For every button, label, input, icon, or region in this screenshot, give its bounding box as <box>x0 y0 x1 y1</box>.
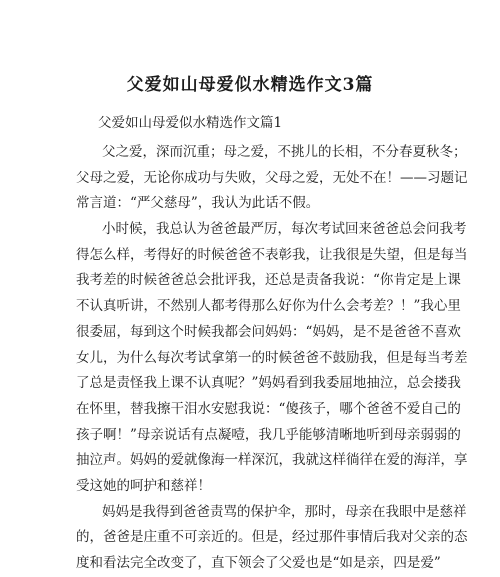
document-title: 父爱如山母爱似水精选作文3篇 <box>126 75 374 95</box>
body-line: 度和看法完全改变了，直下领会了父爱也是“如是亲，四是爱” <box>76 555 441 571</box>
body-line: 小时候，我总认为爸爸最严厉，每次考试回来爸爸总会问我考 <box>102 221 467 238</box>
body-line: 常言道：“严父慈母”，我认为此话不假。 <box>76 195 320 212</box>
essay-body <box>76 140 468 577</box>
body-line: 得怎么样，考得好的时候爸爸不表彰我，让我很是失望，但是每当 <box>76 246 468 263</box>
body-line: 孩子啊！”母亲说话有点凝噎，我几乎能够清晰地听到母亲弱弱的 <box>76 426 461 443</box>
body-line: 抽泣声。妈妈的爱就像海一样深沉，我就这样徜徉在爱的海洋，享 <box>76 452 468 469</box>
body-line: 我考差的时候爸爸总会批评我，还总是责备我说：“你肯定是上课 <box>76 272 461 289</box>
body-line: 了总是责怪我上课不认真呢？”妈妈看到我委屈地抽泣，总会搂我 <box>76 375 461 392</box>
body-line: 在怀里，替我擦干泪水安慰我说：“傻孩子，哪个爸爸不爱自己的 <box>76 400 461 417</box>
body-line: 受这她的呵护和慈祥！ <box>76 477 211 494</box>
body-line: 很委屈，每到这个时候我都会问妈妈：“妈妈，是不是爸爸不喜欢 <box>76 323 461 340</box>
body-line: 父母之爱，无论你成功与失败，父母之爱，无处不在！——习题记 <box>76 169 468 186</box>
body-line: 妈妈是我得到爸爸责骂的保护伞，那时，母亲在我眼中是慈祥 <box>102 503 467 520</box>
body-line: 不认真听讲，不然别人都考得那么好你为什么会考差？！”我心里 <box>76 298 461 315</box>
body-line: 的，爸爸是庄重不可亲近的。但是，经过那件事情后我对父亲的态 <box>76 529 468 546</box>
body-line: 女儿，为什么每次考试拿第一的时候爸爸不鼓励我，但是每当考差 <box>76 349 468 366</box>
body-line: 父之爱，深而沉重；母之爱，不挑儿的长相，不分春夏秋冬； <box>102 144 467 160</box>
essay-subtitle: 父爱如山母爱似水精选作文篇1 <box>98 115 283 131</box>
